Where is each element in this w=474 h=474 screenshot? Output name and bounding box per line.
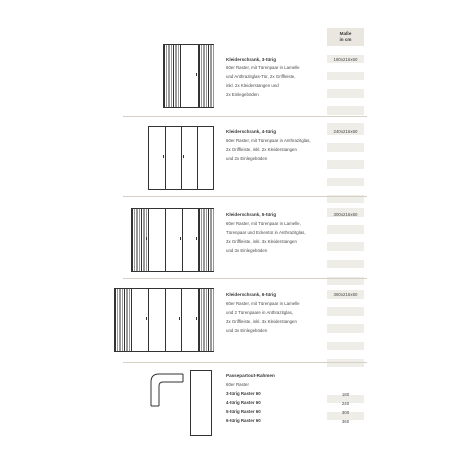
product-description-line: Türenpaar und Eckentür in Anthrazitglas, [226,230,306,235]
product-dimensions: 240x216x60 [333,129,358,134]
product-description-line: 60er Raster, mit Türenpaar in Lamelle, [226,221,301,226]
wardrobe-6-door-drawing [114,288,214,352]
wardrobe-5-door-drawing [131,208,214,272]
product-description-line: 3x Griffleiste, inkl. 3x Kleiderstangen [226,319,297,324]
passepartout-row-value: 180 [341,392,350,397]
divider [123,362,367,363]
wardrobe-4-door-drawing [148,126,214,190]
product-title: Kleiderschrank, 5-türig [226,212,277,217]
passepartout-row-label: 4-türig Raster 60 [226,400,261,405]
product-title: Kleiderschrank, 3-türig [226,57,277,62]
product-description-line: und 3x Einlegeböden [226,248,268,253]
divider [123,278,367,279]
divider [123,116,367,117]
wardrobe-3-door-drawing [163,44,214,108]
product-dimensions: 180x216x60 [333,57,358,62]
product-dimensions: 300x216x60 [333,212,358,217]
product-description-line: 60er Raster, mit Türenpaar in Lamelle [226,65,300,70]
passepartout-row-value: 240 [341,401,350,406]
product-description-line: inkl. 2x Kleiderstangen und [226,83,279,88]
passepartout-title: Passepartout-Rahmen [226,373,275,378]
product-dimensions: 360x216x60 [333,292,358,297]
product-description-line: 2x Einlegeböden [226,92,259,97]
header-line-2: in cm [339,36,352,42]
product-title: Kleiderschrank, 6-türig [226,292,277,297]
dimension-column [327,46,364,426]
product-description-line: und 2 Türenpaare in Anthrazitglas, [226,310,294,315]
product-description-line: 2x Griffleiste, inkl. 2x Kleiderstangen [226,147,297,152]
product-description-line: und 3x Einlegeböden [226,328,268,333]
product-description-line: 3x Griffleiste, inkl. 3x Kleiderstangen [226,239,297,244]
product-description-line: 60er Raster, mit Türenpaar in Lamelle [226,301,300,306]
header-line-1: Maße [339,31,352,36]
passepartout-row-value: 300 [341,410,350,415]
passepartout-row-label: 5-türig Raster 60 [226,409,261,414]
frame-front-drawing [190,370,212,436]
product-description-line: und 2x Einlegeböden [226,156,268,161]
product-description-line: 60er Raster, mit Türenpaar in Anthrazitglas, [226,138,311,143]
product-title: Kleiderschrank, 4-türig [226,129,277,134]
product-description-line: und Anthrazitglas-Tür, 2x Griffleiste, [226,74,296,79]
passepartout-row-label: 6-türig Raster 60 [226,418,261,423]
passepartout-row-value: 360 [341,419,350,424]
divider [123,196,367,197]
passepartout-row-label: 3-türig Raster 60 [226,391,261,396]
dimensions-column-header [327,28,364,46]
passepartout-subtitle: 60er Raster [226,382,249,387]
frame-corner-drawing [145,368,185,408]
